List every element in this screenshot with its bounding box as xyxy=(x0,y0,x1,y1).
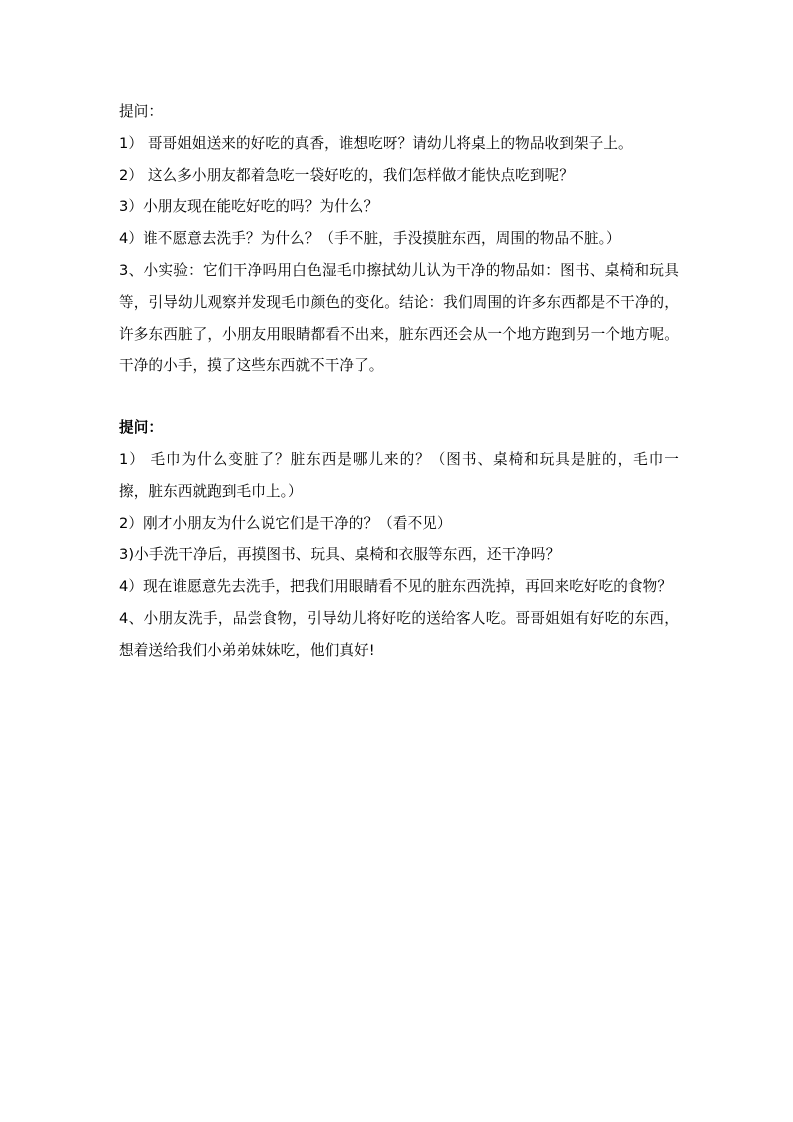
section-spacer xyxy=(119,382,679,412)
experiment-paragraph: 3、小实验：它们干净吗用白色湿毛巾擦拭幼儿认为干净的物品如：图书、桌椅和玩具等，引导幼儿观察并发现毛巾颜色的变化。结论：我们周围的许多东西都是不干净的，许多东西脏了，小朋友用眼睛都看不出来，脏东西还会从一个地方跑到另一个地方呢。干净的小手，摸了这些东西就不干净了。 xyxy=(119,261,679,375)
section1-question-3: 3）小朋友现在能吃好吃的吗？为什么？ xyxy=(119,198,379,216)
section2-question-3: 3)小手洗干净后，再摸图书、玩具、桌椅和衣服等东西，还干净吗？ xyxy=(119,546,561,564)
section1-heading: 提问： xyxy=(119,103,164,120)
section1-question-1: 1） 哥哥姐姐送来的好吃的真香，谁想吃呀？请幼儿将桌上的物品收到架子上。 xyxy=(119,134,633,152)
section2-heading: 提问： xyxy=(119,419,164,437)
section2-question-2: 2）刚才小朋友为什么说它们是干净的？（看不见） xyxy=(119,514,452,532)
section1-question-4: 4）谁不愿意去洗手？为什么？（手不脏，手没摸脏东西，周围的物品不脏。） xyxy=(119,230,621,248)
section1-question-2: 2） 这么多小朋友都着急吃一袋好吃的，我们怎样做才能快点吃到呢？ xyxy=(119,166,574,184)
section2-question-1: 1） 毛巾为什么变脏了？脏东西是哪儿来的？（图书、桌椅和玩具是脏的，毛巾一 擦，脏东西就跑到毛巾上。） xyxy=(119,450,679,500)
closing-paragraph: 4、小朋友洗手，品尝食物，引导幼儿将好吃的送给客人吃。哥哥姐姐有好吃的东西，想着送给我们小弟弟妹妹吃，他们真好! xyxy=(119,609,679,659)
section2-question-4: 4）现在谁愿意先去洗手，把我们用眼睛看不见的脏东西洗掉，再回来吃好吃的食物？ xyxy=(119,578,673,596)
document-body xyxy=(119,96,679,667)
